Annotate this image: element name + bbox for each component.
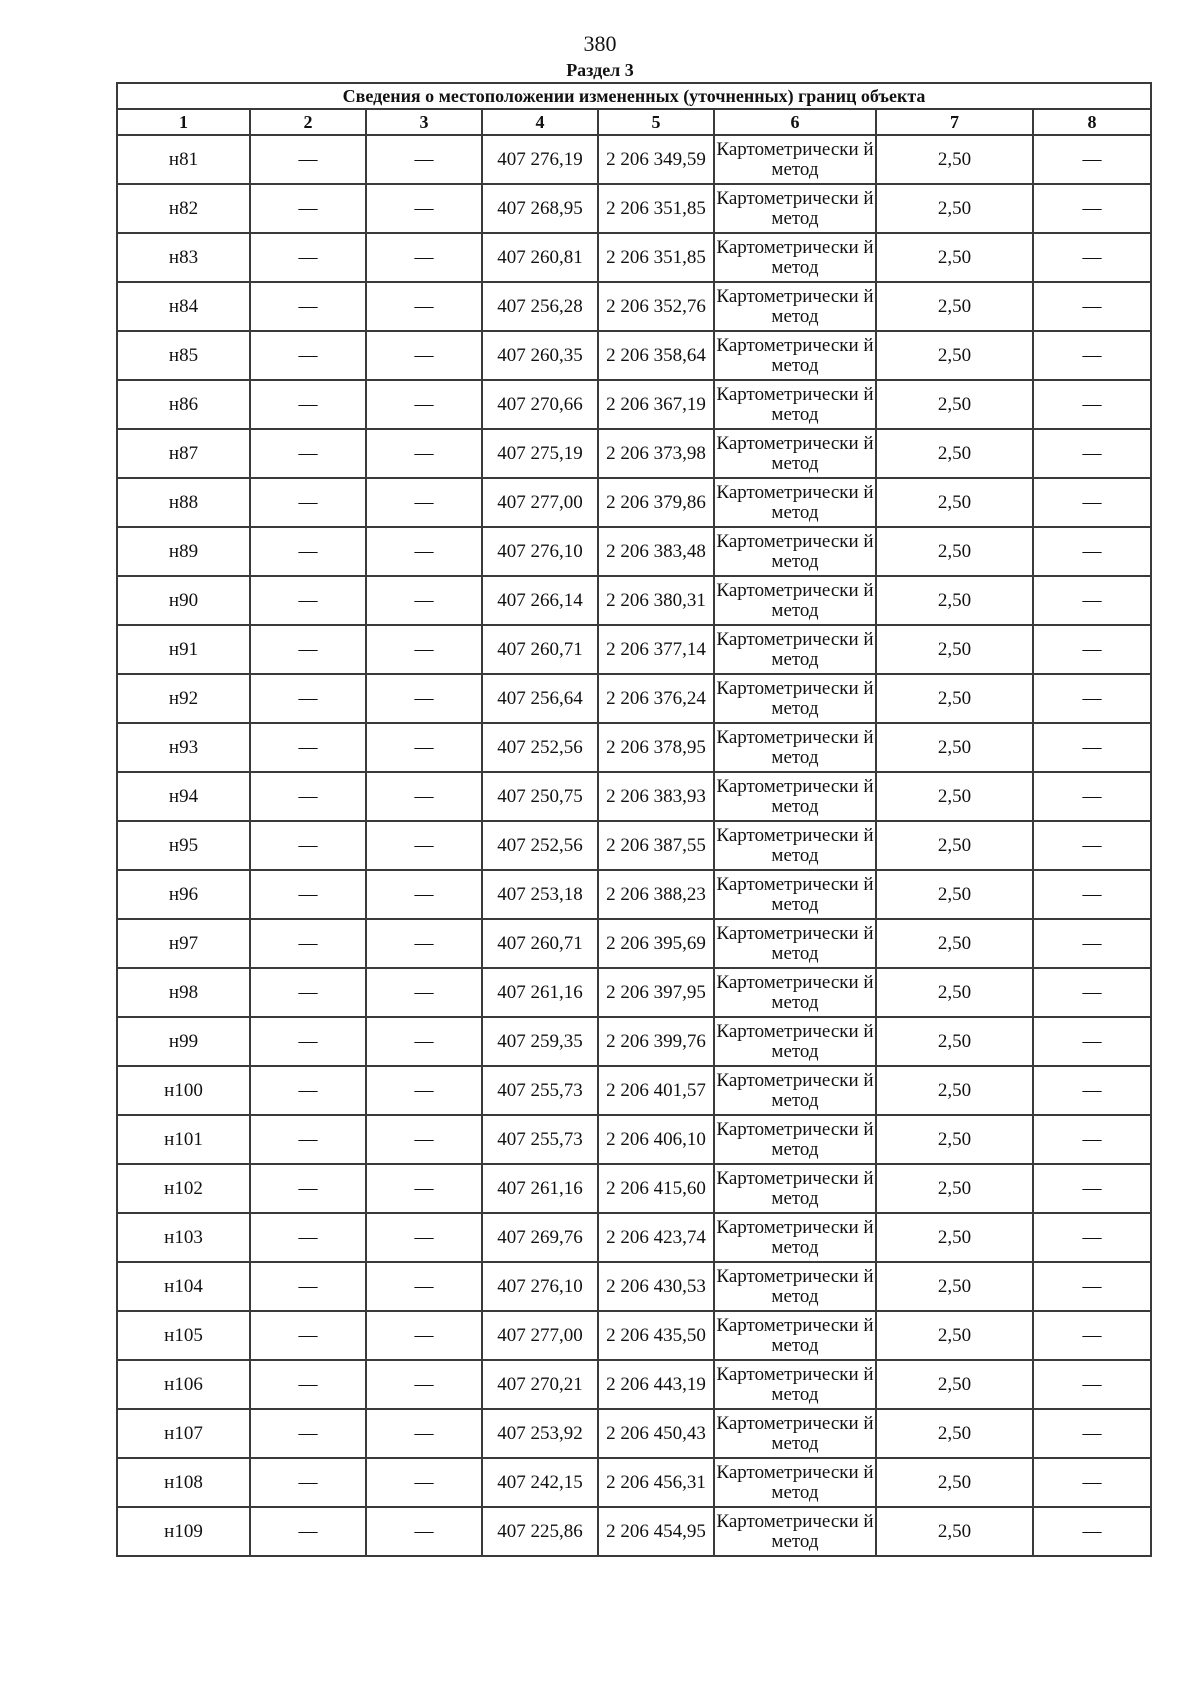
col8-cell: —: [1033, 233, 1151, 282]
col2-cell: —: [250, 1017, 366, 1066]
method-cell: Картометрически й метод: [714, 1360, 876, 1409]
method-cell: Картометрически й метод: [714, 576, 876, 625]
accuracy-cell: 2,50: [876, 331, 1033, 380]
accuracy-cell: 2,50: [876, 1164, 1033, 1213]
point-id-cell: н95: [117, 821, 250, 870]
col2-cell: —: [250, 870, 366, 919]
col2-cell: —: [250, 429, 366, 478]
col2-cell: —: [250, 1115, 366, 1164]
point-id-cell: н99: [117, 1017, 250, 1066]
y-coordinate-cell: 2 206 358,64: [598, 331, 714, 380]
accuracy-cell: 2,50: [876, 772, 1033, 821]
x-coordinate-cell: 407 259,35: [482, 1017, 598, 1066]
accuracy-cell: 2,50: [876, 1213, 1033, 1262]
col8-cell: —: [1033, 1262, 1151, 1311]
point-id-cell: н94: [117, 772, 250, 821]
table-row: [117, 1164, 1151, 1213]
accuracy-cell: 2,50: [876, 1017, 1033, 1066]
col3-cell: —: [366, 478, 482, 527]
table-row: [117, 1360, 1151, 1409]
table-row: [117, 478, 1151, 527]
col2-cell: —: [250, 1507, 366, 1556]
column-header-3: 3: [366, 109, 482, 135]
point-id-cell: н84: [117, 282, 250, 331]
point-id-cell: н96: [117, 870, 250, 919]
col8-cell: —: [1033, 1066, 1151, 1115]
accuracy-cell: 2,50: [876, 1360, 1033, 1409]
col8-cell: —: [1033, 478, 1151, 527]
accuracy-cell: 2,50: [876, 233, 1033, 282]
accuracy-cell: 2,50: [876, 870, 1033, 919]
section-title: Раздел 3: [566, 60, 634, 80]
method-cell: Картометрически й метод: [714, 233, 876, 282]
col8-cell: —: [1033, 870, 1151, 919]
x-coordinate-cell: 407 276,10: [482, 527, 598, 576]
col8-cell: —: [1033, 1213, 1151, 1262]
col3-cell: —: [366, 1458, 482, 1507]
col8-cell: —: [1033, 1164, 1151, 1213]
method-cell: Картометрически й метод: [714, 821, 876, 870]
x-coordinate-cell: 407 270,66: [482, 380, 598, 429]
method-cell: Картометрически й метод: [714, 184, 876, 233]
col2-cell: —: [250, 968, 366, 1017]
x-coordinate-cell: 407 268,95: [482, 184, 598, 233]
y-coordinate-cell: 2 206 351,85: [598, 233, 714, 282]
col3-cell: —: [366, 1360, 482, 1409]
y-coordinate-cell: 2 206 383,48: [598, 527, 714, 576]
y-coordinate-cell: 2 206 406,10: [598, 1115, 714, 1164]
table-row: [117, 233, 1151, 282]
col8-cell: —: [1033, 576, 1151, 625]
point-id-cell: н88: [117, 478, 250, 527]
col3-cell: —: [366, 1066, 482, 1115]
point-id-cell: н101: [117, 1115, 250, 1164]
col3-cell: —: [366, 968, 482, 1017]
point-id-cell: н90: [117, 576, 250, 625]
col8-cell: —: [1033, 527, 1151, 576]
method-cell: Картометрически й метод: [714, 429, 876, 478]
col2-cell: —: [250, 723, 366, 772]
col3-cell: —: [366, 821, 482, 870]
col2-cell: —: [250, 1360, 366, 1409]
x-coordinate-cell: 407 277,00: [482, 1311, 598, 1360]
col2-cell: —: [250, 1311, 366, 1360]
table-row: [117, 1311, 1151, 1360]
table-body: [117, 135, 1151, 1556]
col3-cell: —: [366, 1164, 482, 1213]
point-id-cell: н106: [117, 1360, 250, 1409]
x-coordinate-cell: 407 256,28: [482, 282, 598, 331]
col8-cell: —: [1033, 821, 1151, 870]
accuracy-cell: 2,50: [876, 478, 1033, 527]
y-coordinate-cell: 2 206 399,76: [598, 1017, 714, 1066]
method-cell: Картометрически й метод: [714, 674, 876, 723]
table-row: [117, 380, 1151, 429]
method-cell: Картометрически й метод: [714, 1213, 876, 1262]
accuracy-cell: 2,50: [876, 1066, 1033, 1115]
x-coordinate-cell: 407 277,00: [482, 478, 598, 527]
point-id-cell: н103: [117, 1213, 250, 1262]
y-coordinate-cell: 2 206 397,95: [598, 968, 714, 1017]
method-cell: Картометрически й метод: [714, 135, 876, 184]
y-coordinate-cell: 2 206 383,93: [598, 772, 714, 821]
col8-cell: —: [1033, 1507, 1151, 1556]
col2-cell: —: [250, 1409, 366, 1458]
x-coordinate-cell: 407 253,18: [482, 870, 598, 919]
col3-cell: —: [366, 380, 482, 429]
col8-cell: —: [1033, 625, 1151, 674]
y-coordinate-cell: 2 206 454,95: [598, 1507, 714, 1556]
accuracy-cell: 2,50: [876, 380, 1033, 429]
col8-cell: —: [1033, 723, 1151, 772]
col2-cell: —: [250, 135, 366, 184]
accuracy-cell: 2,50: [876, 919, 1033, 968]
accuracy-cell: 2,50: [876, 674, 1033, 723]
y-coordinate-cell: 2 206 415,60: [598, 1164, 714, 1213]
point-id-cell: н81: [117, 135, 250, 184]
accuracy-cell: 2,50: [876, 135, 1033, 184]
x-coordinate-cell: 407 255,73: [482, 1115, 598, 1164]
col8-cell: —: [1033, 772, 1151, 821]
x-coordinate-cell: 407 252,56: [482, 723, 598, 772]
col3-cell: —: [366, 674, 482, 723]
col3-cell: —: [366, 282, 482, 331]
col3-cell: —: [366, 331, 482, 380]
y-coordinate-cell: 2 206 395,69: [598, 919, 714, 968]
table-row: [117, 1262, 1151, 1311]
point-id-cell: н85: [117, 331, 250, 380]
x-coordinate-cell: 407 225,86: [482, 1507, 598, 1556]
x-coordinate-cell: 407 250,75: [482, 772, 598, 821]
y-coordinate-cell: 2 206 378,95: [598, 723, 714, 772]
x-coordinate-cell: 407 276,19: [482, 135, 598, 184]
accuracy-cell: 2,50: [876, 1409, 1033, 1458]
accuracy-cell: 2,50: [876, 282, 1033, 331]
boundary-coordinates-table: [116, 82, 1152, 1557]
col3-cell: —: [366, 429, 482, 478]
y-coordinate-cell: 2 206 349,59: [598, 135, 714, 184]
col8-cell: —: [1033, 1409, 1151, 1458]
point-id-cell: н98: [117, 968, 250, 1017]
accuracy-cell: 2,50: [876, 576, 1033, 625]
col2-cell: —: [250, 282, 366, 331]
point-id-cell: н104: [117, 1262, 250, 1311]
x-coordinate-cell: 407 256,64: [482, 674, 598, 723]
col8-cell: —: [1033, 331, 1151, 380]
table-row: [117, 1017, 1151, 1066]
col2-cell: —: [250, 1066, 366, 1115]
table-row: [117, 527, 1151, 576]
col3-cell: —: [366, 1115, 482, 1164]
point-id-cell: н97: [117, 919, 250, 968]
point-id-cell: н93: [117, 723, 250, 772]
col8-cell: —: [1033, 1360, 1151, 1409]
table-row: [117, 429, 1151, 478]
col3-cell: —: [366, 1311, 482, 1360]
table-row: [117, 135, 1151, 184]
col8-cell: —: [1033, 429, 1151, 478]
y-coordinate-cell: 2 206 423,74: [598, 1213, 714, 1262]
table-row: [117, 1115, 1151, 1164]
col3-cell: —: [366, 135, 482, 184]
table-row: [117, 184, 1151, 233]
method-cell: Картометрически й метод: [714, 331, 876, 380]
table-row: [117, 1066, 1151, 1115]
col2-cell: —: [250, 184, 366, 233]
table-row: [117, 282, 1151, 331]
x-coordinate-cell: 407 269,76: [482, 1213, 598, 1262]
y-coordinate-cell: 2 206 435,50: [598, 1311, 714, 1360]
point-id-cell: н102: [117, 1164, 250, 1213]
col2-cell: —: [250, 1213, 366, 1262]
col3-cell: —: [366, 625, 482, 674]
column-header-5: 5: [598, 109, 714, 135]
x-coordinate-cell: 407 260,71: [482, 625, 598, 674]
point-id-cell: н92: [117, 674, 250, 723]
x-coordinate-cell: 407 260,81: [482, 233, 598, 282]
point-id-cell: н107: [117, 1409, 250, 1458]
col2-cell: —: [250, 1458, 366, 1507]
y-coordinate-cell: 2 206 376,24: [598, 674, 714, 723]
col3-cell: —: [366, 1017, 482, 1066]
col2-cell: —: [250, 331, 366, 380]
method-cell: Картометрически й метод: [714, 1017, 876, 1066]
point-id-cell: н91: [117, 625, 250, 674]
col3-cell: —: [366, 1262, 482, 1311]
col8-cell: —: [1033, 674, 1151, 723]
y-coordinate-cell: 2 206 377,14: [598, 625, 714, 674]
x-coordinate-cell: 407 253,92: [482, 1409, 598, 1458]
x-coordinate-cell: 407 261,16: [482, 968, 598, 1017]
column-header-1: 1: [117, 109, 250, 135]
col8-cell: —: [1033, 919, 1151, 968]
col3-cell: —: [366, 576, 482, 625]
col3-cell: —: [366, 1213, 482, 1262]
x-coordinate-cell: 407 255,73: [482, 1066, 598, 1115]
col2-cell: —: [250, 625, 366, 674]
col3-cell: —: [366, 527, 482, 576]
table-row: [117, 625, 1151, 674]
page-number: 380: [583, 31, 617, 56]
y-coordinate-cell: 2 206 379,86: [598, 478, 714, 527]
method-cell: Картометрически й метод: [714, 380, 876, 429]
point-id-cell: н86: [117, 380, 250, 429]
method-cell: Картометрически й метод: [714, 1409, 876, 1458]
accuracy-cell: 2,50: [876, 723, 1033, 772]
col3-cell: —: [366, 184, 482, 233]
column-header-row: [117, 109, 1151, 135]
table-row: [117, 331, 1151, 380]
point-id-cell: н105: [117, 1311, 250, 1360]
accuracy-cell: 2,50: [876, 821, 1033, 870]
x-coordinate-cell: 407 252,56: [482, 821, 598, 870]
accuracy-cell: 2,50: [876, 1507, 1033, 1556]
col3-cell: —: [366, 1507, 482, 1556]
table-row: [117, 576, 1151, 625]
accuracy-cell: 2,50: [876, 1458, 1033, 1507]
x-coordinate-cell: 407 270,21: [482, 1360, 598, 1409]
column-header-2: 2: [250, 109, 366, 135]
point-id-cell: н87: [117, 429, 250, 478]
col2-cell: —: [250, 919, 366, 968]
x-coordinate-cell: 407 275,19: [482, 429, 598, 478]
point-id-cell: н108: [117, 1458, 250, 1507]
col2-cell: —: [250, 380, 366, 429]
x-coordinate-cell: 407 276,10: [482, 1262, 598, 1311]
method-cell: Картометрически й метод: [714, 1311, 876, 1360]
col2-cell: —: [250, 772, 366, 821]
method-cell: Картометрически й метод: [714, 723, 876, 772]
x-coordinate-cell: 407 261,16: [482, 1164, 598, 1213]
y-coordinate-cell: 2 206 367,19: [598, 380, 714, 429]
col3-cell: —: [366, 870, 482, 919]
method-cell: Картометрически й метод: [714, 625, 876, 674]
col8-cell: —: [1033, 1017, 1151, 1066]
table-row: [117, 1507, 1151, 1556]
x-coordinate-cell: 407 242,15: [482, 1458, 598, 1507]
column-header-8: 8: [1033, 109, 1151, 135]
table-row: [117, 674, 1151, 723]
table-row: [117, 1458, 1151, 1507]
col8-cell: —: [1033, 184, 1151, 233]
table-row: [117, 821, 1151, 870]
x-coordinate-cell: 407 260,71: [482, 919, 598, 968]
accuracy-cell: 2,50: [876, 184, 1033, 233]
y-coordinate-cell: 2 206 352,76: [598, 282, 714, 331]
accuracy-cell: 2,50: [876, 1115, 1033, 1164]
method-cell: Картометрически й метод: [714, 527, 876, 576]
table-caption: Сведения о местоположении измененных (уточненных) границ объекта: [117, 83, 1151, 109]
col2-cell: —: [250, 1262, 366, 1311]
col2-cell: —: [250, 576, 366, 625]
method-cell: Картометрически й метод: [714, 772, 876, 821]
col8-cell: —: [1033, 968, 1151, 1017]
column-header-7: 7: [876, 109, 1033, 135]
y-coordinate-cell: 2 206 443,19: [598, 1360, 714, 1409]
table-row: [117, 772, 1151, 821]
col2-cell: —: [250, 821, 366, 870]
point-id-cell: н83: [117, 233, 250, 282]
accuracy-cell: 2,50: [876, 1262, 1033, 1311]
table-row: [117, 919, 1151, 968]
col2-cell: —: [250, 527, 366, 576]
method-cell: Картометрически й метод: [714, 1458, 876, 1507]
col3-cell: —: [366, 233, 482, 282]
point-id-cell: н89: [117, 527, 250, 576]
x-coordinate-cell: 407 260,35: [482, 331, 598, 380]
y-coordinate-cell: 2 206 380,31: [598, 576, 714, 625]
col2-cell: —: [250, 674, 366, 723]
table-row: [117, 723, 1151, 772]
y-coordinate-cell: 2 206 430,53: [598, 1262, 714, 1311]
method-cell: Картометрически й метод: [714, 1262, 876, 1311]
col8-cell: —: [1033, 135, 1151, 184]
col2-cell: —: [250, 1164, 366, 1213]
table-row: [117, 968, 1151, 1017]
col2-cell: —: [250, 478, 366, 527]
method-cell: Картометрически й метод: [714, 968, 876, 1017]
table-row: [117, 1409, 1151, 1458]
y-coordinate-cell: 2 206 401,57: [598, 1066, 714, 1115]
x-coordinate-cell: 407 266,14: [482, 576, 598, 625]
y-coordinate-cell: 2 206 388,23: [598, 870, 714, 919]
method-cell: Картометрически й метод: [714, 1507, 876, 1556]
col3-cell: —: [366, 919, 482, 968]
col8-cell: —: [1033, 282, 1151, 331]
method-cell: Картометрически й метод: [714, 1164, 876, 1213]
method-cell: Картометрически й метод: [714, 1066, 876, 1115]
col3-cell: —: [366, 772, 482, 821]
y-coordinate-cell: 2 206 456,31: [598, 1458, 714, 1507]
accuracy-cell: 2,50: [876, 1311, 1033, 1360]
table-row: [117, 870, 1151, 919]
col8-cell: —: [1033, 380, 1151, 429]
col8-cell: —: [1033, 1458, 1151, 1507]
accuracy-cell: 2,50: [876, 527, 1033, 576]
column-header-4: 4: [482, 109, 598, 135]
y-coordinate-cell: 2 206 351,85: [598, 184, 714, 233]
y-coordinate-cell: 2 206 387,55: [598, 821, 714, 870]
accuracy-cell: 2,50: [876, 625, 1033, 674]
point-id-cell: н82: [117, 184, 250, 233]
point-id-cell: н100: [117, 1066, 250, 1115]
col2-cell: —: [250, 233, 366, 282]
y-coordinate-cell: 2 206 450,43: [598, 1409, 714, 1458]
col8-cell: —: [1033, 1311, 1151, 1360]
accuracy-cell: 2,50: [876, 429, 1033, 478]
y-coordinate-cell: 2 206 373,98: [598, 429, 714, 478]
method-cell: Картометрически й метод: [714, 1115, 876, 1164]
method-cell: Картометрически й метод: [714, 478, 876, 527]
column-header-6: 6: [714, 109, 876, 135]
method-cell: Картометрически й метод: [714, 282, 876, 331]
table-row: [117, 1213, 1151, 1262]
point-id-cell: н109: [117, 1507, 250, 1556]
accuracy-cell: 2,50: [876, 968, 1033, 1017]
col3-cell: —: [366, 1409, 482, 1458]
method-cell: Картометрически й метод: [714, 919, 876, 968]
col3-cell: —: [366, 723, 482, 772]
method-cell: Картометрически й метод: [714, 870, 876, 919]
col8-cell: —: [1033, 1115, 1151, 1164]
